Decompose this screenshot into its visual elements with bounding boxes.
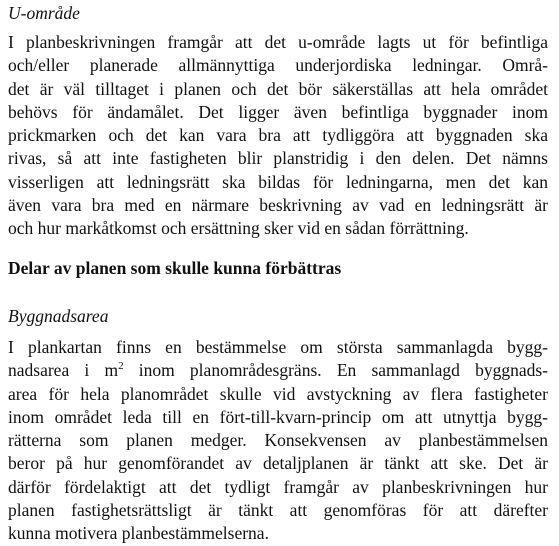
section-heading-byggnadsarea: Byggnadsarea	[8, 306, 109, 326]
text-line: inom området leda till en fört-till-kvarn-princip om att utnyttja bygg-	[8, 406, 548, 427]
paragraph-byggnadsarea	[8, 336, 548, 546]
section-heading-delar: Delar av planen som skulle kunna förbättras	[8, 258, 342, 278]
text-line: behövs för ändamålet. Det ligger även befintliga byggnader inom	[8, 101, 548, 122]
text-fragment: nadsarea i m	[8, 360, 119, 381]
section-heading-u-omrade: U-område	[8, 3, 80, 23]
text-line: därför fördelaktigt att det tydligt framgår av planbeskrivningen hur	[8, 476, 548, 497]
text-line: rätterna som planen medger. Konsekvensen av planbestämmelsen	[8, 430, 548, 451]
text-line-with-superscript	[8, 359, 548, 382]
text-line: area för hela planområdet skulle vid avstyckning av flera fastigheter	[8, 383, 548, 404]
text-line: det är väl tilltaget i planen och det bör säkerställas att hela området	[8, 78, 548, 99]
superscript: 2	[118, 360, 124, 373]
text-line: planen fastighetsrättsligt är tänkt att genomföras för att därefter	[8, 500, 548, 521]
text-line: visserligen att ledningsrätt ska bildas för ledningarna, men det kan	[8, 171, 548, 192]
text-line: och hur markåtkomst och ersättning sker vid en sådan förrättning.	[8, 218, 469, 239]
text-line: rivas, så att inte fastigheten blir planstridig i den delen. Det nämns	[8, 148, 548, 169]
text-line: beror på hur genomförandet av detaljplanen är tänkt att ske. Det är	[8, 453, 548, 474]
text-line: och/eller planerade allmännyttiga underjordiska ledningar. Områ-	[8, 55, 548, 76]
text-line: I planbeskrivningen framgår att det u-område lagts ut för befintliga	[8, 32, 548, 52]
text-line: I plankartan finns en bestämmelse om största sammanlagda bygg-	[8, 337, 548, 357]
text-line: även vara bra med en närmare beskrivning av vad en ledningsrätt är	[8, 195, 548, 216]
paragraph-u-omrade	[8, 31, 548, 241]
text-line: prickmarken och det kan vara bra att tydliggöra att byggnaden ska	[8, 125, 548, 146]
text-fragment: inom planområdesgräns. En sammanlagd byggnads-	[123, 360, 548, 381]
text-line: kunna motivera planbestämmelserna.	[8, 523, 269, 544]
